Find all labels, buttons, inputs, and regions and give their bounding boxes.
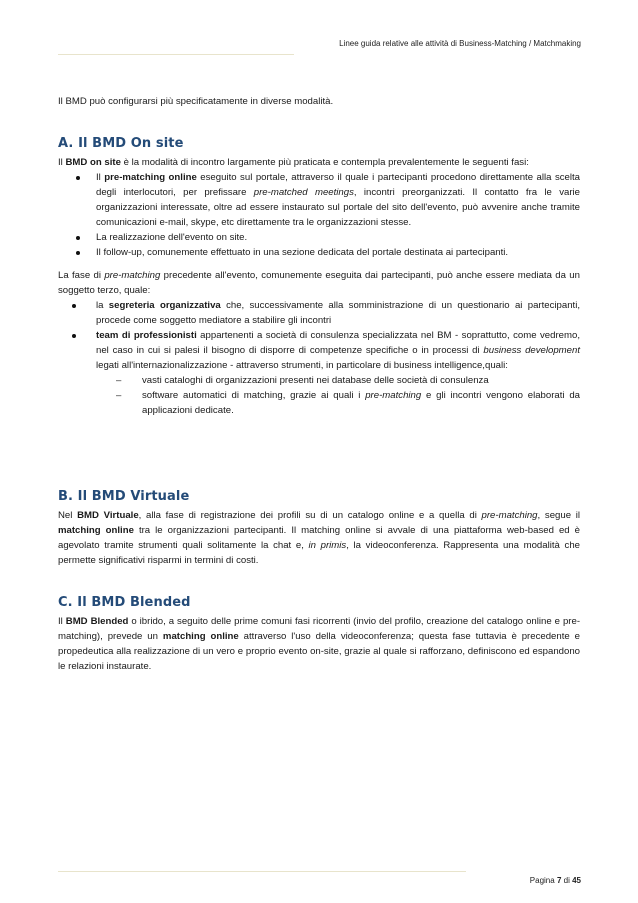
list-item: Il follow-up, comunemente effettuato in una sezione dedicata del portale destinata ai partecipanti. [58, 245, 580, 260]
section-a-paragraph-2: La fase di pre-matching precedente all'evento, comunemente eseguita dai partecipanti, può anche essere mediata da un soggetto terzo, quale: [58, 270, 580, 296]
section-c-body [58, 614, 580, 674]
list-item: La realizzazione dell'evento on site. [58, 230, 580, 245]
section-b-heading: B. Il BMD Virtuale [58, 489, 190, 504]
section-a-paragraph-1: Il BMD on site è la modalità di incontro largamente più praticata e contempla prevalentemente le seguenti fasi: [58, 157, 529, 168]
list-item: – vasti cataloghi di organizzazioni presenti nei database delle società di consulenza [96, 373, 580, 388]
tools-list [96, 373, 580, 418]
list-item: – software automatici di matching, grazie ai quali i pre-matching e gli incontri vengono elaborati da applicazioni dedicate. [96, 388, 580, 418]
list-item: Il pre-matching online eseguito sul portale, attraverso il quale i partecipanti procedono direttamente alla scelta degli interlocutori, per prefissare pre-matched meetings, incontri preorganizzati. Il contatto fra le varie organizzazioni interessate, oltre ad essere instaurato sul portale del sito dell'evento, può avvenire anche tramite comunicazioni e-mail, skype, etc direttamente tra le organizzazioni stesse. [58, 170, 580, 230]
section-a-heading: A. Il BMD On site [58, 136, 184, 151]
list-item: team di professionisti appartenenti a società di consulenza specializzata nel BM - soprattutto, come vedremo, nel caso in cui si palesi il bisogno di disporre di competenze specifiche o in processi di business development legati all'internazionalizzazione - attraverso strumenti, in particolare di business intelligence,quali: – vasti cataloghi di organizzazioni presenti nei database delle società di consulenza – software automatici di matching, grazie ai quali i pre-matching e gli incontri vengono elaborati da applicazioni dedicate. [58, 328, 580, 418]
section-b-body [58, 508, 580, 568]
running-header: Linee guida relative alle attività di Business-Matching / Matchmaking [339, 39, 581, 48]
intro-paragraph: Il BMD può configurarsi più specificatamente in diverse modalità. [58, 96, 334, 107]
footer-rule [58, 871, 466, 872]
mediators-list [58, 298, 580, 418]
phases-list [58, 170, 580, 260]
section-b-paragraph: Nel BMD Virtuale, alla fase di registrazione dei profili su di un catalogo online e a quella di pre-matching, segue il matching online tra le organizzazioni partecipanti. Il matching online si avvale di una piattaforma web-based ed è agevolato tramite strumenti quali solitamente la chat e, in primis, la videoconferenza. Rappresenta una modalità che permette significativi risparmi in termini di costi. [58, 510, 580, 566]
section-c-paragraph: Il BMD Blended o ibrido, a seguito delle prime comuni fasi ricorrenti (invio del profilo, creazione del catalogo online e pre-matching), prevede un matching online attraverso l'uso della videoconferenza; questa fase tuttavia è precedente e propedeutica alla realizzazione di un vero e proprio evento on-site, grazie al quale si rafforzano, definiscono ed espandono le relazioni instaurate. [58, 616, 581, 672]
list-item: la segreteria organizzativa che, successivamente alla somministrazione di un questionario ai partecipanti, procede come soggetto mediatore a stabilire gli incontri [58, 298, 580, 328]
section-c-heading: C. Il BMD Blended [58, 595, 191, 610]
header-rule [58, 54, 294, 55]
section-a-body [58, 155, 580, 418]
page-number: Pagina 7 di 45 [529, 876, 581, 885]
